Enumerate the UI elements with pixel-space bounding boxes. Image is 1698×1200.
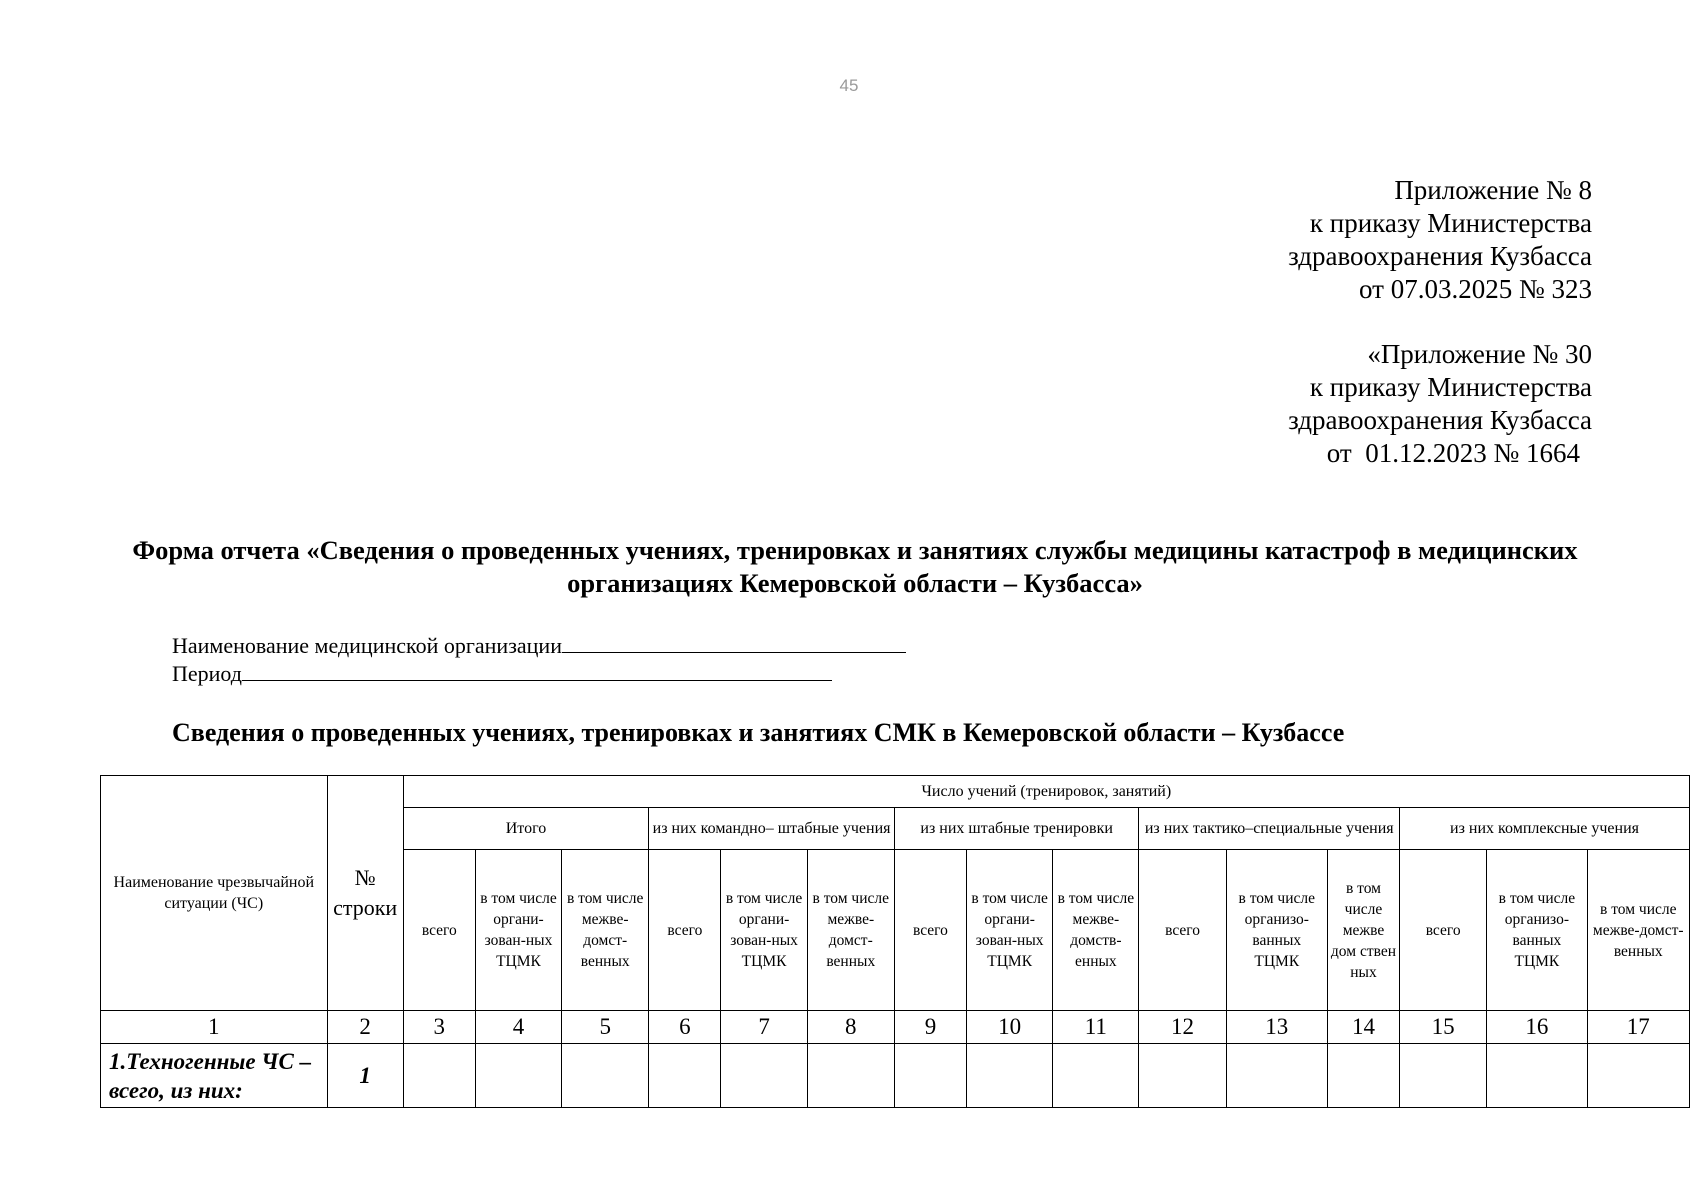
appendix-line: к приказу Министерства bbox=[1309, 372, 1592, 402]
report-table bbox=[100, 775, 1690, 1108]
column-number: 1 bbox=[101, 1011, 328, 1044]
column-number: 6 bbox=[649, 1011, 721, 1044]
data-cell[interactable] bbox=[894, 1044, 966, 1108]
row-number: 1 bbox=[327, 1044, 403, 1108]
column-number: 13 bbox=[1226, 1011, 1327, 1044]
org-name-field bbox=[172, 632, 906, 660]
group-header: из них командно– штабные учения bbox=[649, 808, 895, 850]
sub-header: всего bbox=[1139, 850, 1226, 1011]
column-number: 16 bbox=[1487, 1011, 1587, 1044]
data-cell[interactable] bbox=[1139, 1044, 1226, 1108]
table-title: Сведения о проведенных учениях, тренировках и занятиях СМК в Кемеровской области – Кузбассе bbox=[172, 718, 1345, 747]
period-blank bbox=[242, 660, 832, 681]
sub-header: в том числе межве-домств-енных bbox=[1053, 850, 1139, 1011]
group-header: из них штабные тренировки bbox=[894, 808, 1139, 850]
table-row bbox=[101, 1044, 1690, 1108]
sub-header: всего bbox=[403, 850, 475, 1011]
column-number: 9 bbox=[894, 1011, 966, 1044]
column-number: 4 bbox=[475, 1011, 561, 1044]
sub-header: в том числе организо-ванных ТЦМК bbox=[1487, 850, 1587, 1011]
column-number: 17 bbox=[1587, 1011, 1690, 1044]
top-header: Число учений (тренировок, занятий) bbox=[403, 776, 1689, 808]
data-cell[interactable] bbox=[1053, 1044, 1139, 1108]
column-number: 2 bbox=[327, 1011, 403, 1044]
appendix-line: от 07.03.2025 № 323 bbox=[1359, 274, 1592, 304]
appendix-line: здравоохранения Кузбасса bbox=[1288, 405, 1592, 435]
column-number: 7 bbox=[721, 1011, 807, 1044]
column-number: 12 bbox=[1139, 1011, 1226, 1044]
data-cell[interactable] bbox=[1327, 1044, 1399, 1108]
data-cell[interactable] bbox=[475, 1044, 561, 1108]
appendix-line: к приказу Министерства bbox=[1309, 208, 1592, 238]
form-title: Форма отчета «Сведения о проведенных учениях, тренировках и занятиях службы медицины катастроф в медицинских организациях Кемеровской области – Кузбасса» bbox=[132, 535, 1578, 598]
group-header: из них комплексные учения bbox=[1400, 808, 1690, 850]
sub-header: всего bbox=[649, 850, 721, 1011]
appendix-line: «Приложение № 30 bbox=[1367, 339, 1592, 369]
sub-header: в том числе межве дом ствен ных bbox=[1327, 850, 1399, 1011]
appendix-line: Приложение № 8 bbox=[1394, 175, 1592, 205]
org-name-blank bbox=[562, 632, 906, 653]
appendix-original-block bbox=[1288, 338, 1592, 470]
data-cell[interactable] bbox=[967, 1044, 1053, 1108]
column-number: 11 bbox=[1053, 1011, 1139, 1044]
column-number: 10 bbox=[967, 1011, 1053, 1044]
org-name-label: Наименование медицинской организации bbox=[172, 633, 562, 658]
sub-header: в том числе организо-ванных ТЦМК bbox=[1226, 850, 1327, 1011]
data-cell[interactable] bbox=[721, 1044, 807, 1108]
sub-header: в том числе межве-домст-венных bbox=[1587, 850, 1690, 1011]
sub-header: в том числе межве-домст-венных bbox=[807, 850, 894, 1011]
appendix-current-block bbox=[1288, 174, 1592, 306]
appendix-line: здравоохранения Кузбасса bbox=[1288, 241, 1592, 271]
column-number: 5 bbox=[562, 1011, 649, 1044]
group-header: из них тактико–специальные учения bbox=[1139, 808, 1400, 850]
sub-header: в том числе органи-зован-ных ТЦМК bbox=[967, 850, 1053, 1011]
appendix-line: от 01.12.2023 № 1664 bbox=[1326, 438, 1580, 468]
col-name-header: Наименование чрезвычайной ситуации (ЧС) bbox=[101, 776, 328, 1011]
column-number: 15 bbox=[1400, 1011, 1487, 1044]
data-cell[interactable] bbox=[403, 1044, 475, 1108]
data-cell[interactable] bbox=[1400, 1044, 1487, 1108]
data-cell[interactable] bbox=[1587, 1044, 1690, 1108]
period-field bbox=[172, 660, 832, 688]
sub-header: в том числе межве-домст-венных bbox=[562, 850, 649, 1011]
column-number: 3 bbox=[403, 1011, 475, 1044]
data-cell[interactable] bbox=[1226, 1044, 1327, 1108]
page-number: 45 bbox=[839, 76, 859, 95]
row-label: 1.Техногенные ЧС – всего, из них: bbox=[101, 1044, 328, 1108]
sub-header: всего bbox=[894, 850, 966, 1011]
sub-header: в том числе органи-зован-ных ТЦМК bbox=[475, 850, 561, 1011]
data-cell[interactable] bbox=[1487, 1044, 1587, 1108]
column-number: 14 bbox=[1327, 1011, 1399, 1044]
data-cell[interactable] bbox=[807, 1044, 894, 1108]
group-header: Итого bbox=[403, 808, 649, 850]
col-row-number-header: № строки bbox=[327, 776, 403, 1011]
data-cell[interactable] bbox=[562, 1044, 649, 1108]
column-number: 8 bbox=[807, 1011, 894, 1044]
sub-header: всего bbox=[1400, 850, 1487, 1011]
period-label: Период bbox=[172, 661, 242, 686]
data-cell[interactable] bbox=[649, 1044, 721, 1108]
sub-header: в том числе органи-зован-ных ТЦМК bbox=[721, 850, 807, 1011]
